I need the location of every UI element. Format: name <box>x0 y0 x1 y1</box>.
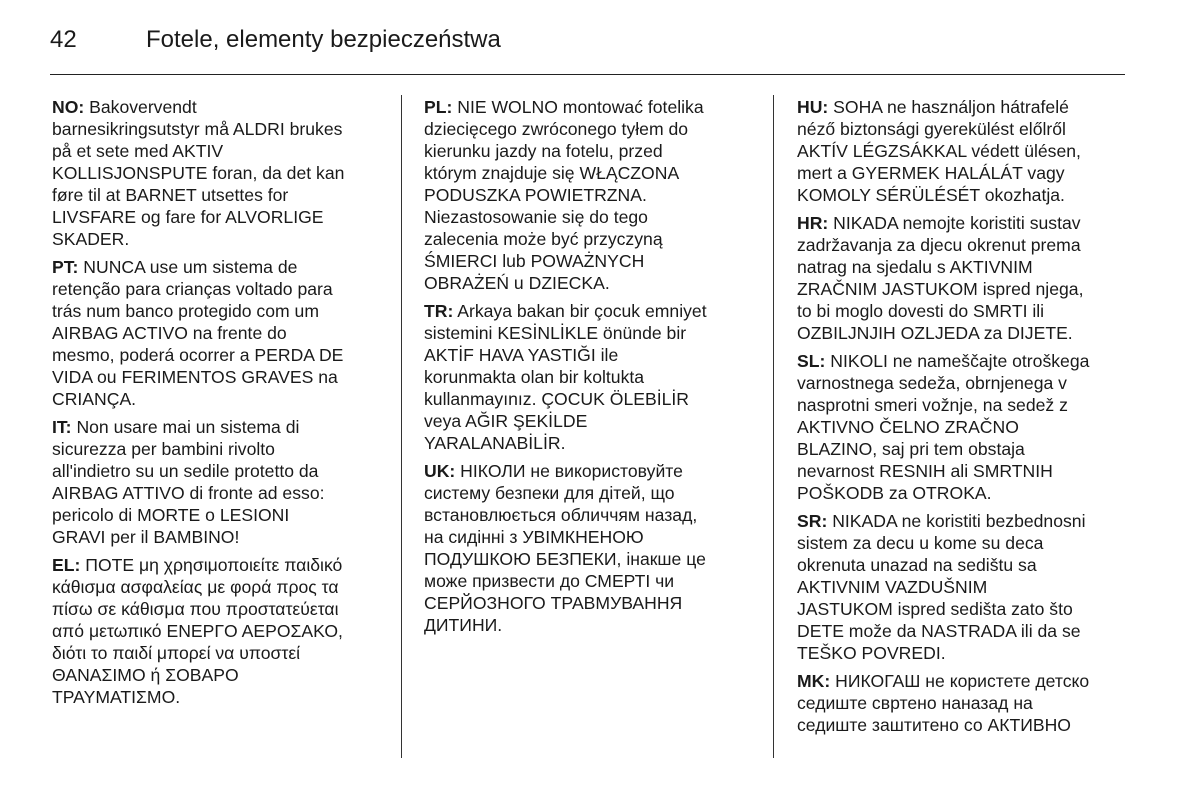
line-text: ΤΡΑΥΜΑΤΙΣΜΟ. <box>52 687 181 707</box>
text-line <box>797 234 1089 256</box>
text-line <box>52 664 344 686</box>
text-line <box>52 554 344 576</box>
language-code: EL: <box>52 555 81 575</box>
text-line <box>797 300 1089 322</box>
text-line <box>52 598 344 620</box>
line-text: varnostnega sedeža, obrnjenega v <box>797 373 1067 393</box>
text-line <box>797 350 1089 372</box>
line-text: NUNCA use um sistema de <box>83 257 298 277</box>
text-line <box>424 388 707 410</box>
line-text: mert a GYERMEK HALÁLÁT vagy <box>797 163 1065 183</box>
line-text: седиште заштитено со АКТИВНО <box>797 715 1071 735</box>
text-line <box>52 344 344 366</box>
line-text: trás num banco protegido com um <box>52 301 319 321</box>
text-line <box>424 460 707 482</box>
line-text: mesmo, poderá ocorrer a PERDA DE <box>52 345 344 365</box>
line-text: Bakovervendt <box>89 97 197 117</box>
line-text: НИКОГАШ не користете детско <box>835 671 1090 691</box>
column-divider <box>401 95 402 758</box>
warning-paragraph <box>424 460 707 636</box>
line-text: POŠKODB za OTROKA. <box>797 483 992 503</box>
language-code: PL: <box>424 97 453 117</box>
line-text: на сидінні з УВІМКНЕНОЮ <box>424 527 644 547</box>
line-text: από μετωπικό ΕΝΕΡΓΟ ΑΕΡΟΣΑΚΟ, <box>52 621 343 641</box>
line-text: którym znajduje się WŁĄCZONA <box>424 163 680 183</box>
line-text: OZBILJNJIH OZLJEDA za DIJETE. <box>797 323 1073 343</box>
text-line <box>797 322 1089 344</box>
line-text: nasprotni smeri vožnje, na sedež z <box>797 395 1068 415</box>
warning-paragraph <box>797 96 1089 206</box>
language-code: MK: <box>797 671 831 691</box>
language-code: SL: <box>797 351 826 371</box>
language-code: HU: <box>797 97 829 117</box>
text-line <box>52 686 344 708</box>
line-text: føre til at BARNET utsettes for <box>52 185 289 205</box>
text-line <box>52 278 344 300</box>
text-line <box>797 482 1089 504</box>
text-line <box>424 140 707 162</box>
text-line <box>52 256 344 278</box>
text-line <box>52 322 344 344</box>
line-text: dziecięcego zwróconego tyłem do <box>424 119 689 139</box>
text-line <box>797 438 1089 460</box>
text-line <box>797 670 1089 692</box>
language-code: SR: <box>797 511 828 531</box>
text-line <box>424 272 707 294</box>
line-text: sicurezza per bambini rivolto <box>52 439 275 459</box>
line-text: NIKOLI ne nameščajte otroškega <box>830 351 1090 371</box>
language-code: IT: <box>52 417 72 437</box>
line-text: pericolo di MORTE o LESIONI <box>52 505 290 525</box>
text-line <box>424 344 707 366</box>
text-line <box>424 410 707 432</box>
text-line <box>424 504 707 526</box>
page-number: 42 <box>50 26 77 53</box>
warning-paragraph <box>797 670 1089 736</box>
text-line <box>424 300 707 322</box>
text-line <box>52 416 344 438</box>
line-text: ПОДУШКОЮ БЕЗПЕКИ, інакше це <box>424 549 706 569</box>
line-text: all'indietro su un sedile protetto da <box>52 461 319 481</box>
line-text: НІКОЛИ не використовуйте <box>460 461 683 481</box>
text-line <box>797 256 1089 278</box>
text-line <box>797 532 1089 554</box>
line-text: nevarnost RESNIH ali SMRTNIH <box>797 461 1053 481</box>
line-text: BLAZINO, saj pri tem obstaja <box>797 439 1025 459</box>
text-line <box>424 592 707 614</box>
line-text: встановлюється обличчям назад, <box>424 505 698 525</box>
text-line <box>52 118 344 140</box>
text-line <box>52 140 344 162</box>
warning-paragraph <box>52 554 344 708</box>
warning-paragraph <box>52 256 344 410</box>
line-text: KOMOLY SÉRÜLÉSÉT okozhatja. <box>797 185 1065 205</box>
language-code: UK: <box>424 461 456 481</box>
text-column-1 <box>52 96 344 714</box>
text-line <box>797 554 1089 576</box>
line-text: NIKADA ne koristiti bezbednosni <box>832 511 1086 531</box>
text-line <box>424 96 707 118</box>
line-text: CRIANÇA. <box>52 389 137 409</box>
text-line <box>52 460 344 482</box>
line-text: retenção para crianças voltado para <box>52 279 333 299</box>
line-text: KOLLISJONSPUTE foran, da det kan <box>52 163 345 183</box>
text-line <box>424 432 707 454</box>
line-text: okrenuta unazad na sedištu sa <box>797 555 1037 575</box>
line-text: LIVSFARE og fare for ALVORLIGE <box>52 207 324 227</box>
text-column-2 <box>424 96 707 642</box>
text-line <box>52 96 344 118</box>
line-text: NIE WOLNO montować fotelika <box>457 97 704 117</box>
line-text: може призвести до СМЕРТІ чи <box>424 571 675 591</box>
text-line <box>797 598 1089 620</box>
text-line <box>797 394 1089 416</box>
text-line <box>52 184 344 206</box>
text-line <box>424 526 707 548</box>
line-text: kullanmayınız. ÇOCUK ÖLEBİLİR <box>424 389 689 409</box>
text-line <box>797 460 1089 482</box>
line-text: седиште свртено наназад на <box>797 693 1033 713</box>
line-text: AKTÍV LÉGZSÁKKAL védett ülésen, <box>797 141 1081 161</box>
text-line <box>797 510 1089 532</box>
line-text: Non usare mai un sistema di <box>76 417 300 437</box>
line-text: på et sete med AKTIV <box>52 141 224 161</box>
text-line <box>797 118 1089 140</box>
text-line <box>52 228 344 250</box>
warning-paragraph <box>797 212 1089 344</box>
line-text: YARALANABİLİR. <box>424 433 566 453</box>
line-text: NIKADA nemojte koristiti sustav <box>833 213 1081 233</box>
section-title: Fotele, elementy bezpieczeństwa <box>146 26 501 53</box>
language-code: HR: <box>797 213 829 233</box>
line-text: to bi moglo dovesti do SMRTI ili <box>797 301 1045 321</box>
text-line <box>52 206 344 228</box>
warning-paragraph <box>797 510 1089 664</box>
line-text: СЕРЙОЗНОГО ТРАВМУВАННЯ <box>424 593 683 613</box>
line-text: barnesikringsutstyr må ALDRI brukes <box>52 119 343 139</box>
line-text: Arkaya bakan bir çocuk emniyet <box>457 301 707 321</box>
text-line <box>797 692 1089 714</box>
text-line <box>424 482 707 504</box>
line-text: DETE može da NASTRADA ili da se <box>797 621 1081 641</box>
text-line <box>52 300 344 322</box>
text-line <box>424 228 707 250</box>
warning-paragraph <box>52 416 344 548</box>
column-divider <box>773 95 774 758</box>
text-line <box>52 576 344 598</box>
language-code: NO: <box>52 97 85 117</box>
line-text: zadržavanja za djecu okrenut prema <box>797 235 1081 255</box>
text-line <box>797 96 1089 118</box>
line-text: JASTUKOM ispred sedišta zato što <box>797 599 1073 619</box>
text-line <box>52 620 344 642</box>
warning-paragraph <box>424 96 707 294</box>
line-text: TEŠKO POVREDI. <box>797 643 946 663</box>
text-line <box>424 184 707 206</box>
text-line <box>797 620 1089 642</box>
text-line <box>52 366 344 388</box>
warning-paragraph <box>797 350 1089 504</box>
line-text: AKTIVNO ČELNO ZRAČNO <box>797 417 1019 437</box>
text-line <box>424 250 707 272</box>
line-text: AIRBAG ATTIVO di fronte ad esso: <box>52 483 325 503</box>
text-line <box>424 548 707 570</box>
text-line <box>797 372 1089 394</box>
line-text: систему безпеки для дітей, що <box>424 483 675 503</box>
line-text: κάθισμα ασφαλείας με φορά προς τα <box>52 577 339 597</box>
line-text: SKADER. <box>52 229 130 249</box>
text-line <box>797 714 1089 736</box>
text-line <box>797 162 1089 184</box>
line-text: SOHA ne használjon hátrafelé <box>833 97 1069 117</box>
line-text: zalecenia może być przyczyną <box>424 229 663 249</box>
text-line <box>424 118 707 140</box>
text-line <box>797 278 1089 300</box>
line-text: ŚMIERCI lub POWAŻNYCH <box>424 251 645 271</box>
line-text: GRAVI per il BAMBINO! <box>52 527 240 547</box>
line-text: AKTIVNIM VAZDUŠNIM <box>797 577 988 597</box>
line-text: néző biztonsági gyerekülést előlről <box>797 119 1066 139</box>
line-text: πίσω σε κάθισμα που προστατεύεται <box>52 599 339 619</box>
line-text: ZRAČNIM JASTUKOM ispred njega, <box>797 279 1084 299</box>
text-line <box>797 184 1089 206</box>
line-text: korunmakta olan bir koltukta <box>424 367 645 387</box>
line-text: ΘΑΝΑΣΙΜΟ ή ΣΟΒΑΡΟ <box>52 665 239 685</box>
text-line <box>52 526 344 548</box>
text-line <box>52 642 344 664</box>
line-text: kierunku jazdy na fotelu, przed <box>424 141 663 161</box>
text-line <box>797 140 1089 162</box>
line-text: natrag na sjedalu s AKTIVNIM <box>797 257 1033 277</box>
text-line <box>424 206 707 228</box>
text-line <box>424 162 707 184</box>
line-text: ΠΟΤΕ μη χρησιμοποιείτε παιδικό <box>85 555 343 575</box>
line-text: sistemini KESİNLİKLE önünde bir <box>424 323 687 343</box>
line-text: Niezastosowanie się do tego <box>424 207 648 227</box>
text-column-3 <box>797 96 1089 742</box>
line-text: PODUSZKA POWIETRZNA. <box>424 185 647 205</box>
text-line <box>52 482 344 504</box>
line-text: VIDA ou FERIMENTOS GRAVES na <box>52 367 338 387</box>
text-line <box>797 642 1089 664</box>
text-line <box>797 576 1089 598</box>
line-text: ДИТИНИ. <box>424 615 503 635</box>
line-text: veya AĞIR ŞEKİLDE <box>424 411 588 431</box>
text-line <box>52 162 344 184</box>
text-line <box>797 416 1089 438</box>
text-line <box>424 570 707 592</box>
text-line <box>424 366 707 388</box>
line-text: AKTİF HAVA YASTIĞI ile <box>424 345 619 365</box>
text-line <box>52 504 344 526</box>
page-header <box>50 22 501 58</box>
text-line <box>424 614 707 636</box>
text-line <box>424 322 707 344</box>
text-line <box>52 388 344 410</box>
line-text: OBRAŻEŃ u DZIECKA. <box>424 273 610 293</box>
line-text: διότι το παιδί μπορεί να υποστεί <box>52 643 301 663</box>
warning-paragraph <box>52 96 344 250</box>
line-text: AIRBAG ACTIVO na frente do <box>52 323 287 343</box>
text-line <box>52 438 344 460</box>
language-code: PT: <box>52 257 79 277</box>
header-rule <box>50 74 1125 75</box>
warning-paragraph <box>424 300 707 454</box>
line-text: sistem za decu u kome su deca <box>797 533 1044 553</box>
text-line <box>797 212 1089 234</box>
language-code: TR: <box>424 301 454 321</box>
